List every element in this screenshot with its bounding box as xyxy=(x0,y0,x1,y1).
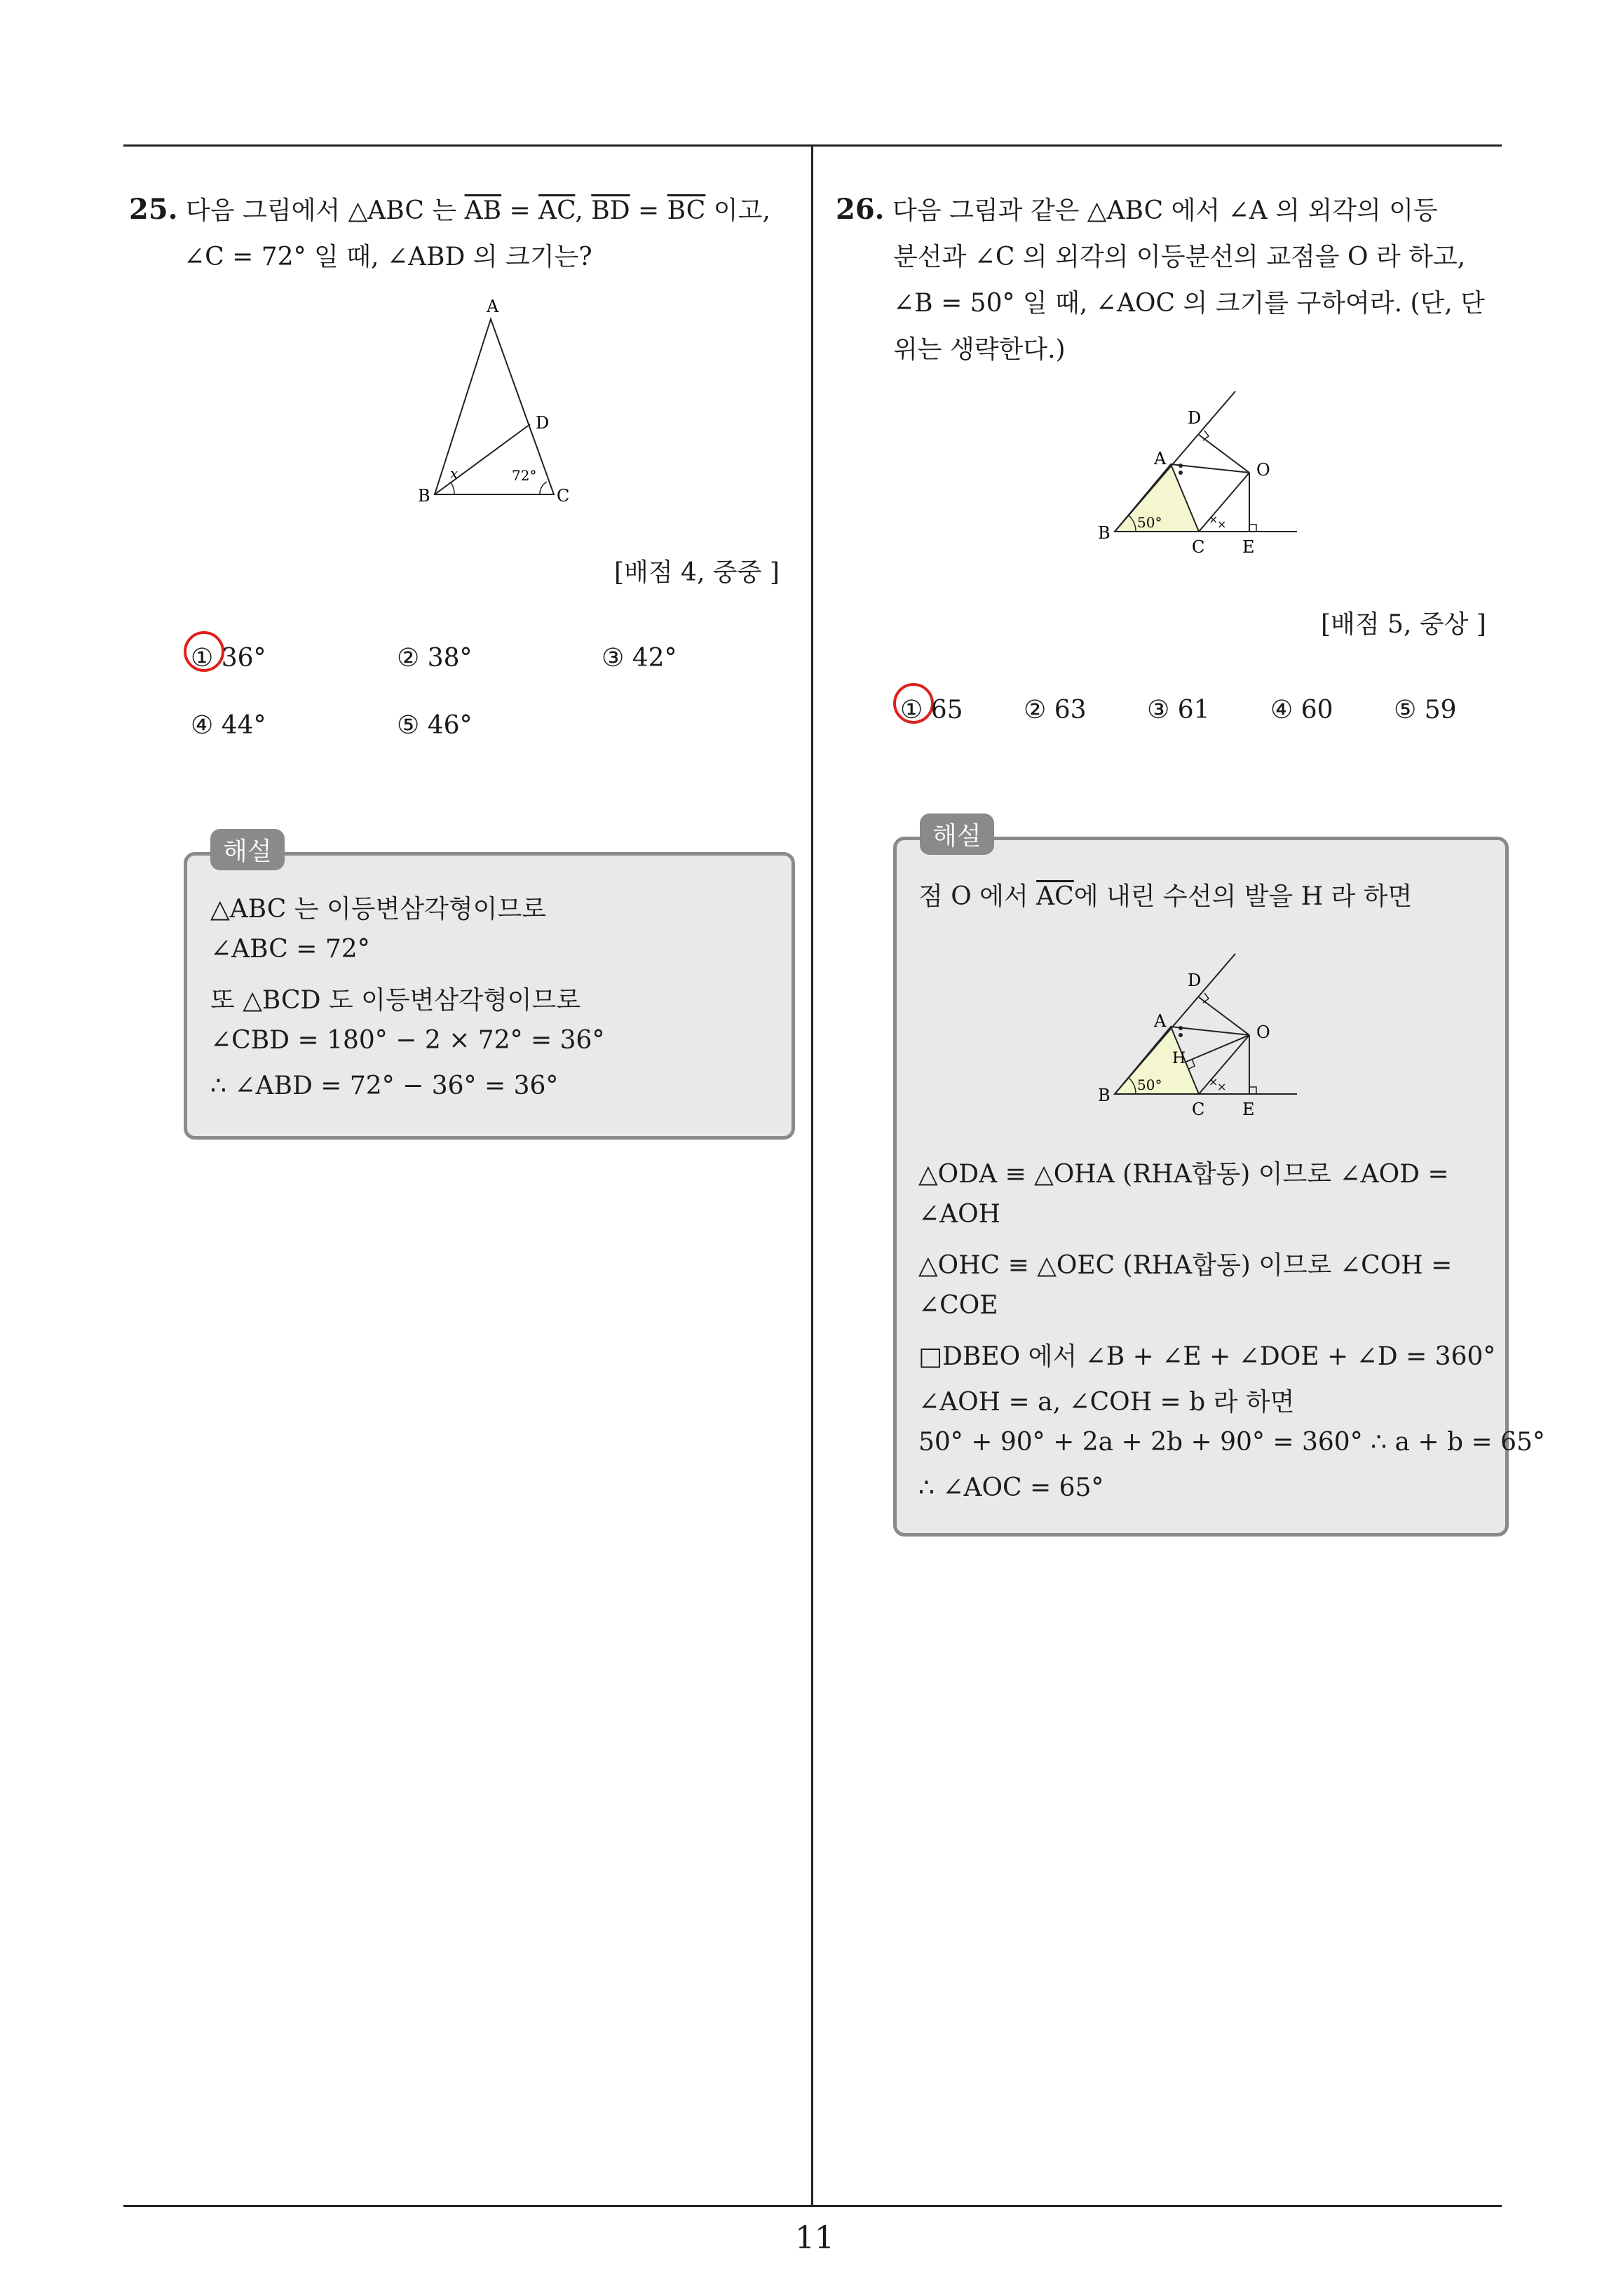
label-x: x xyxy=(450,465,459,482)
q25-triangle-figure xyxy=(400,291,582,508)
q25-line1 xyxy=(129,191,770,227)
label-e: E xyxy=(1242,1100,1255,1119)
q26-solution-line-1: △ODA ≡ △OHA (RHA합동) 이므로 ∠AOD = xyxy=(918,1160,1449,1189)
q25-solution-line-5: ∴ ∠ABD = 72° − 36° = 36° xyxy=(210,1072,559,1100)
label-d: D xyxy=(536,413,550,433)
cross-mark-1: × xyxy=(1209,1075,1218,1088)
bottom-rule xyxy=(123,2205,1502,2207)
q26-solution-line-6: ∠AOH = a, ∠COH = b 라 하면 xyxy=(918,1388,1295,1417)
angle-x-arc xyxy=(451,482,454,494)
label-b: B xyxy=(1098,1086,1111,1105)
q25-choice-5[interactable]: ⑤ 46° xyxy=(397,711,473,740)
q25-score: [배점 4, 중중 ] xyxy=(614,558,780,587)
right-angle-e xyxy=(1249,1087,1256,1094)
q26-choice-2[interactable]: ② 63 xyxy=(1024,696,1087,724)
q26-line3: ∠B = 50° 일 때, ∠AOC 의 크기를 구하여라. (단, 단 xyxy=(893,289,1485,318)
label-o: O xyxy=(1256,460,1270,480)
label-c: C xyxy=(1192,1100,1205,1119)
q25-sep: , xyxy=(575,196,592,225)
q26-line2: 분선과 ∠C 의 외각의 이등분선의 교점을 O 라 하고, xyxy=(893,243,1466,271)
q26-figure xyxy=(1094,384,1311,560)
q25-solution-line-2: ∠ABC = 72° xyxy=(210,935,370,964)
q26-choice-4[interactable]: ④ 60 xyxy=(1270,696,1333,724)
q26-solution-line-4: ∠COE xyxy=(918,1291,998,1320)
q26-solution-line-5: □DBEO 에서 ∠B + ∠E + ∠DOE + ∠D = 360° xyxy=(918,1342,1496,1371)
label-b: B xyxy=(418,486,430,506)
q25-text-post: 이고, xyxy=(705,196,770,225)
label-50: 50° xyxy=(1137,514,1162,531)
q25-solution-line-4: ∠CBD = 180° − 2 × 72° = 36° xyxy=(210,1026,605,1055)
q25-solution-line-1: △ABC 는 이등변삼각형이므로 xyxy=(210,895,546,924)
q25-text-pre: 다음 그림에서 △ABC 는 xyxy=(186,196,465,225)
right-angle-e xyxy=(1249,525,1256,532)
q26-text-1: 다음 그림과 같은 △ABC 에서 ∠A 의 외각의 이등 xyxy=(892,196,1438,225)
q25-line2: ∠C = 72° 일 때, ∠ABD 의 크기는? xyxy=(184,243,592,271)
q25-choice-2[interactable]: ② 38° xyxy=(397,644,473,673)
q25-eq2: = xyxy=(630,196,667,225)
dot-mark-2 xyxy=(1179,471,1183,475)
angle-72-arc xyxy=(540,482,547,494)
segment-ac: $\overline{AC}$ xyxy=(1036,882,1074,911)
q25-number: 25. xyxy=(129,193,178,226)
q26-solution-line-8: ∴ ∠AOC = 65° xyxy=(918,1473,1104,1502)
label-c: C xyxy=(1192,537,1205,557)
label-a: A xyxy=(1154,1011,1167,1031)
q26-solution-line-3: △OHC ≡ △OEC (RHA합동) 이므로 ∠COH = xyxy=(918,1251,1453,1280)
dot-mark-1 xyxy=(1179,464,1183,468)
q25-solution-line-3: 또 △BCD 도 이등변삼각형이므로 xyxy=(210,986,581,1015)
q26-solution-tag: 해설 xyxy=(920,813,994,855)
label-d: D xyxy=(1188,408,1202,428)
q25-choice-1[interactable]: ① 36° xyxy=(191,644,266,673)
cross-mark-2: × xyxy=(1217,518,1227,531)
q25-eq: = xyxy=(501,196,539,225)
label-72: 72° xyxy=(512,467,537,484)
dot-mark-2 xyxy=(1179,1033,1183,1037)
q26-line4: 위는 생략한다.) xyxy=(893,335,1066,364)
q25-solution-tag: 해설 xyxy=(210,829,285,870)
q26-line1 xyxy=(836,191,1438,227)
label-e: E xyxy=(1242,537,1255,557)
segment-ab: $\overline{AB}$ xyxy=(464,196,502,225)
label-o: O xyxy=(1256,1022,1270,1042)
label-a: A xyxy=(1154,449,1167,468)
q26-intro-pre: 점 O 에서 xyxy=(918,882,1037,911)
q26-solution-intro xyxy=(918,877,1412,912)
label-b: B xyxy=(1098,523,1111,543)
q25-choice-3[interactable]: ③ 42° xyxy=(602,644,677,673)
label-d: D xyxy=(1188,971,1202,990)
label-a: A xyxy=(487,297,499,316)
q26-choice-5[interactable]: ⑤ 59 xyxy=(1394,696,1457,724)
segment-bc: $\overline{BC}$ xyxy=(667,196,706,225)
segment-bd-line xyxy=(435,424,530,494)
q25-choice-4[interactable]: ④ 44° xyxy=(191,711,266,740)
q26-solution-figure xyxy=(1094,947,1311,1122)
page-number: 11 xyxy=(795,2220,834,2256)
label-50: 50° xyxy=(1137,1076,1162,1093)
segment-oh xyxy=(1186,1035,1249,1062)
label-c: C xyxy=(557,486,570,506)
segment-bd: $\overline{BD}$ xyxy=(591,196,630,225)
q26-solution-line-7: 50° + 90° + 2a + 2b + 90° = 360° ∴ a + b = 65° xyxy=(918,1428,1545,1457)
cross-mark-1: × xyxy=(1209,513,1218,526)
column-divider xyxy=(811,144,813,2206)
q26-number: 26. xyxy=(836,193,885,226)
q26-choice-1[interactable]: ① 65 xyxy=(900,696,963,724)
q26-choice-3[interactable]: ③ 61 xyxy=(1147,696,1210,724)
label-h: H xyxy=(1172,1050,1186,1067)
q26-score: [배점 5, 중상 ] xyxy=(1321,610,1486,639)
cross-mark-2: × xyxy=(1217,1080,1227,1093)
segment-ac: $\overline{AC}$ xyxy=(538,196,576,225)
segment-od xyxy=(1199,435,1249,473)
segment-od xyxy=(1199,997,1249,1035)
q26-intro-post: 에 내린 수선의 발을 H 라 하면 xyxy=(1073,882,1413,911)
dot-mark-1 xyxy=(1179,1026,1183,1030)
q26-solution-line-2: ∠AOH xyxy=(918,1200,1001,1229)
